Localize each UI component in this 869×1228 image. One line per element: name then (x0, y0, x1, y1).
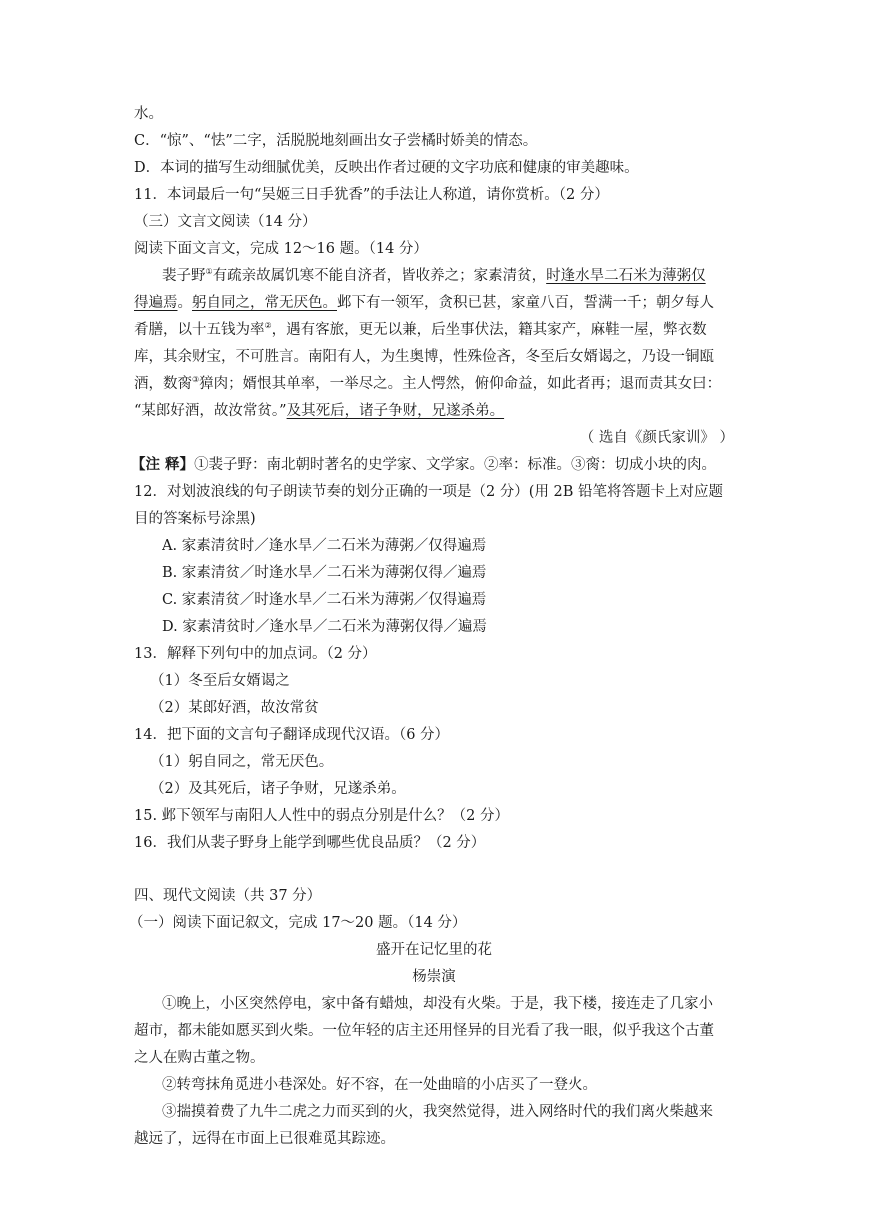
question-14-stem: 14．把下面的文言句子翻译成现代汉语。（6 分） (134, 727, 450, 743)
passage-line (134, 374, 744, 394)
article-paragraph: 超市，都未能如愿买到火柴。一位年轻的店主还用怪异的目光看了我一眼，似乎我这个古董 (134, 1023, 714, 1039)
question-12-option-c: C. 家素清贫／时逢水旱／二石米为薄粥／仅得遍焉 (162, 592, 487, 608)
article-paragraph: 越远了，远得在市面上已很难觅其踪迹。 (134, 1131, 395, 1147)
question-16: 16．我们从裴子野身上能学到哪些优良品质？（2 分） (134, 835, 486, 851)
passage-text: 肴膳，以十五钱为率 (134, 322, 265, 338)
passage-text: “某郎好酒，故汝常贫。” (134, 403, 287, 419)
item-text: （2）某郎好酒， (150, 700, 261, 716)
question-12-option-a: A. 家素清贫时／逢水旱／二石米为薄粥／仅得遍焉 (162, 538, 487, 554)
article-paragraph: ②转弯抹角觅进小巷深处。好不容，在一处曲暗的小店买了一登火。 (162, 1077, 597, 1093)
text-line: 水。 (134, 106, 163, 122)
passage-text: 。 (177, 295, 192, 311)
question-14-item: （2）及其死后，诸子争财，兄遂杀弟。 (150, 781, 406, 797)
footnote-marker: ① (205, 267, 213, 276)
article-title: 盛开在记忆里的花 (376, 942, 492, 958)
question-13-stem: 13．解释下列句中的加点词。（2 分） (134, 646, 377, 662)
passage-text: 裴子野 (162, 268, 206, 284)
article-paragraph: 之人在购古董之物。 (134, 1050, 265, 1066)
passage-line (134, 293, 744, 313)
underlined-sentence: 及其死后，诸子争财，兄遂杀弟。 (286, 403, 505, 419)
passage-source: （ 选自《颜氏家训》 ） (579, 430, 734, 446)
section-4-title: 四、现代文阅读（共 37 分） (134, 888, 322, 904)
footnote-marker: ② (264, 321, 272, 330)
reading-instruction: 阅读下面文言文，完成 12～16 题。（14 分） (134, 241, 428, 257)
question-11: 11．本词最后一句“吴姬三日手犹香”的手法让人称道，请你赏析。（2 分） (134, 187, 609, 203)
wavy-underlined-sentence: 得遍焉 (134, 295, 178, 311)
question-13-item (150, 698, 760, 718)
article-paragraph: ①晚上，小区突然停电，家中备有蜡烛，却没有火柴。于是，我下楼，接连走了几家小 (162, 996, 713, 1012)
passage-text: 邺下有一领军，贪积已甚，家童八百，誓满一千；朝夕每人 (337, 295, 714, 311)
article-author: 杨崇演 (412, 969, 456, 985)
item-text: （1）冬至后女婿 (150, 673, 261, 689)
question-12-option-b: B. 家素清贫／时逢水旱／二石米为薄粥仅得／遍焉 (162, 565, 487, 581)
question-12-stem: 目的答案标号涂黑) (134, 511, 256, 527)
question-13-item (150, 671, 760, 691)
wavy-underlined-sentence: 时逢水旱二石米为薄粥仅 (546, 268, 706, 284)
section-4-subheading: （一）阅读下面记叙文，完成 17～20 题。（14 分） (129, 915, 467, 931)
question-12-option-d: D. 家素清贫时／逢水旱／二石米为薄粥仅得／遍焉 (162, 619, 487, 635)
passage-line (162, 266, 752, 286)
dotted-word: 故 (260, 700, 276, 716)
passage-text: ，遇有客旅，更无以兼，后坐事伏法，籍其家产，麻鞋一屋，弊衣数 (271, 322, 707, 338)
item-text: 汝常贫 (275, 700, 319, 716)
section-heading: （三）文言文阅读（14 分） (134, 214, 317, 230)
question-12-stem: 12．对划波浪线的句子朗读节奏的划分正确的一项是（2 分）(用 2B 铅笔将答题卡上对应题 (134, 484, 724, 500)
question-15: 15. 邺下领军与南阳人人性中的弱点分别是什么？（2 分） (134, 808, 510, 824)
option-d: D．本词的描写生动细腻优美，反映出作者过硬的文字功底和健康的审美趣味。 (134, 160, 639, 176)
passage-line: 库，其余财宝，不可胜言。南阳有人，为生奥博，性殊俭吝，冬至后女婿谒之，乃设一铜瓯 (134, 349, 714, 365)
passage-text: 獐肉；婿恨其单率，一举尽之。主人愕然，俯仰命益，如此者再；退而责其女曰： (199, 376, 722, 392)
underlined-sentence: 躬自同之，常无厌色。 (192, 295, 337, 311)
passage-line (134, 401, 744, 421)
option-c: C．“惊”、“怯”二字，活脱脱地刻画出女子尝橘时娇美的情态。 (134, 133, 538, 149)
note-label: 【注 释】 (131, 456, 195, 473)
question-14-item: （1）躬自同之，常无厌色。 (150, 754, 334, 770)
passage-text: 有疏亲故属饥寒不能自济者，皆收养之；家素清贫， (212, 268, 547, 284)
passage-text: 酒，数脔 (134, 376, 192, 392)
passage-line (134, 320, 744, 340)
note-text: ①裴子野：南北朝时著名的史学家、文学家。②率：标准。③脔：切成小块的肉。 (194, 457, 717, 473)
article-paragraph: ③揣摸着费了九牛二虎之力而买到的火，我突然觉得，进入网络时代的我们离火柴越来 (162, 1104, 713, 1120)
item-text: 之 (275, 673, 290, 689)
dotted-word: 谒 (260, 673, 276, 689)
footnote-marker: ③ (192, 375, 200, 384)
annotation-note (131, 455, 751, 475)
